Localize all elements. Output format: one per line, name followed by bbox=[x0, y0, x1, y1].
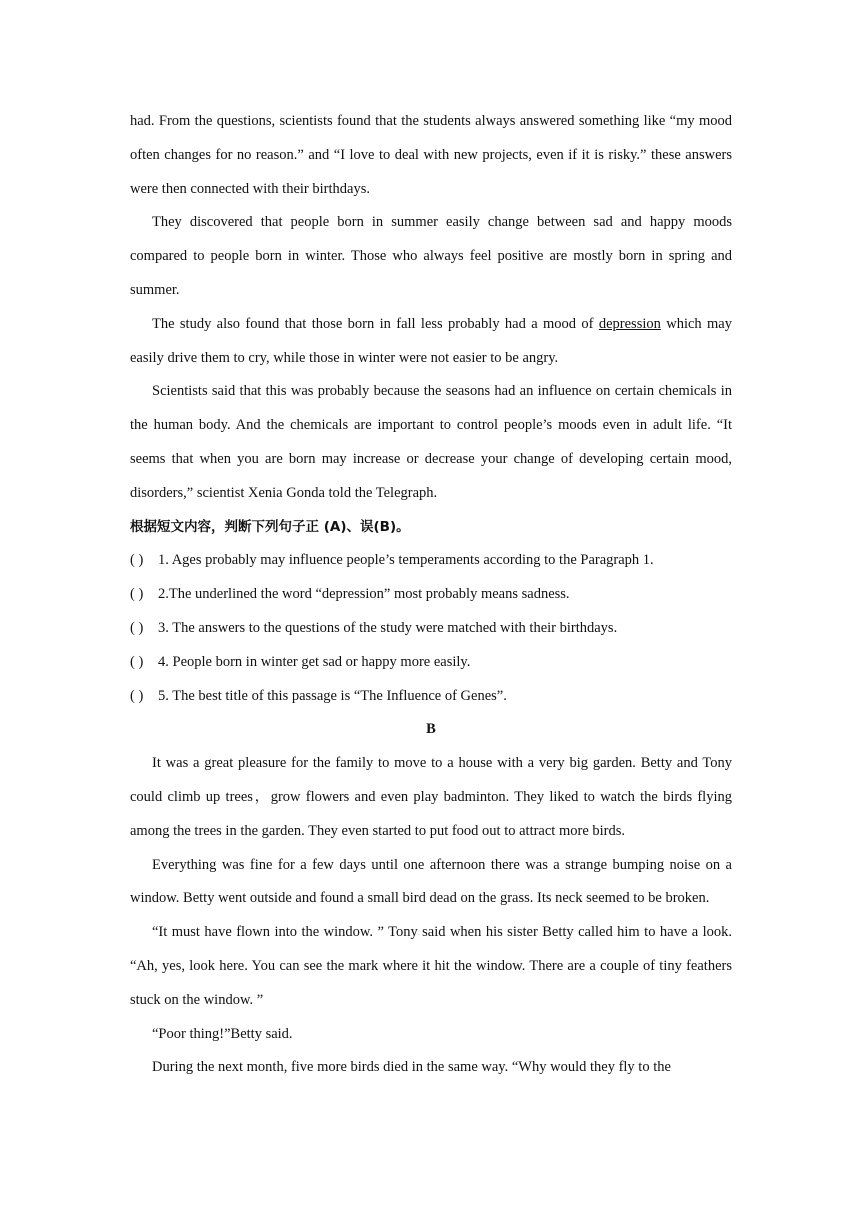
passage-b-paragraph-3: “It must have flown into the window. ” Tony said when his sister Betty called him to have a look. “Ah, yes, look here. You can see the mark where it hit the window. There are a couple of tiny feathers stuck on the window. ” bbox=[130, 924, 732, 1008]
passage-b-paragraph-5: During the next month, five more birds died in the same way. “Why would they fly to the bbox=[152, 1059, 671, 1076]
passage-a-paragraph-2: They discovered that people born in summer easily change between sad and happy moods compared to people born in winter. Those who always feel positive are mostly born in spring and summer. bbox=[130, 214, 732, 298]
answer-blank: ( ) bbox=[130, 586, 144, 603]
answer-blank: ( ) bbox=[130, 552, 144, 569]
question-text: 5. The best title of this passage is “The Influence of Genes”. bbox=[158, 687, 507, 704]
document-page bbox=[130, 105, 732, 1085]
paragraph-3-text-after: which may easily drive them to cry, while those in winter were not easier to be angry. bbox=[130, 315, 732, 366]
question-1 bbox=[130, 544, 732, 578]
question-text: 1. Ages probably may influence people’s temperaments according to the Paragraph 1. bbox=[158, 552, 654, 569]
passage-b-paragraph-1: It was a great pleasure for the family to move to a house with a very big garden. Betty and Tony could climb up trees，grow flowers and even play badminton. They liked to watch the birds flying among the trees in the garden. They even started to put food out to attract more birds. bbox=[130, 755, 732, 839]
answer-blank: ( ) bbox=[130, 619, 144, 636]
question-3 bbox=[130, 612, 732, 646]
answer-blank: ( ) bbox=[130, 687, 144, 704]
underlined-word: depression bbox=[598, 315, 661, 332]
section-b-title: B bbox=[426, 721, 436, 738]
answer-blank: ( ) bbox=[130, 653, 144, 670]
paragraph-3-text-before: The study also found that those born in fall less probably had a mood of bbox=[152, 315, 599, 332]
question-4 bbox=[130, 646, 732, 680]
passage-a-paragraph-1: had. From the questions, scientists found that the students always answered something like “my mood often changes for no reason.” and “I love to deal with new projects, even if it is risky.” these answers were then connected with their birthdays. bbox=[130, 113, 732, 197]
passage-b-paragraph-4: “Poor thing!”Betty said. bbox=[152, 1025, 293, 1042]
passage-a-paragraph-4: Scientists said that this was probably because the seasons had an influence on certain chemicals in the human body. And the chemicals are important to control people’s moods even in adult life. “It seems that when you are born may increase or decrease your change of developing certain mood, disorders,” scientist Xenia Gonda told the Telegraph. bbox=[130, 383, 732, 501]
passage-a-paragraph-3 bbox=[130, 308, 732, 376]
judgement-instruction: 根据短文内容，判断下列句子正 (A)、误(B)。 bbox=[130, 518, 410, 535]
question-5 bbox=[130, 680, 732, 714]
question-text: 3. The answers to the questions of the study were matched with their birthdays. bbox=[158, 619, 618, 636]
question-text: 2.The underlined the word “depression” most probably means sadness. bbox=[158, 586, 570, 603]
question-text: 4. People born in winter get sad or happy more easily. bbox=[158, 653, 471, 670]
question-2 bbox=[130, 578, 732, 612]
passage-b-paragraph-2: Everything was fine for a few days until one afternoon there was a strange bumping noise on a window. Betty went outside and found a small bird dead on the grass. Its neck seemed to be broken. bbox=[130, 856, 732, 907]
